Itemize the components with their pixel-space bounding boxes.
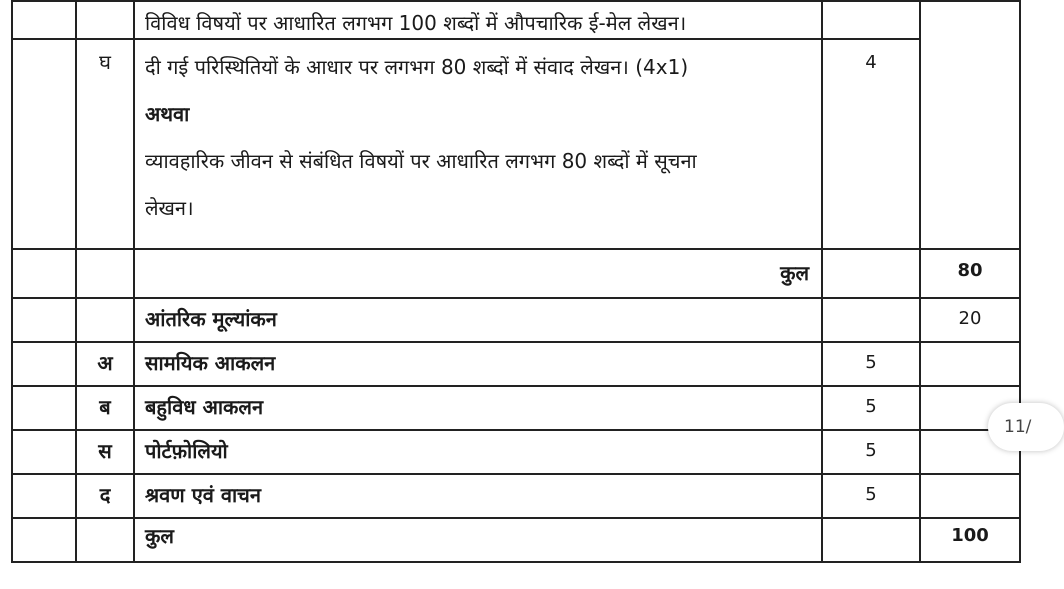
description-text: श्रवण एवं वाचन (145, 483, 261, 507)
row-label: द (99, 483, 111, 507)
total-value: 80 (957, 260, 983, 281)
cell-empty (12, 39, 76, 249)
cell-marks (822, 430, 920, 474)
marks-value: 4 (865, 52, 877, 73)
grand-total-label: कुल (145, 524, 174, 548)
cell-description (134, 430, 822, 474)
cell-empty (12, 1, 76, 39)
table-row (12, 342, 1020, 386)
cell-empty (12, 342, 76, 386)
cell-marks (822, 386, 920, 430)
cell-empty (822, 518, 920, 562)
cell-label (76, 386, 134, 430)
cell-label (76, 342, 134, 386)
description-text: विविध विषयों पर आधारित लगभग 100 शब्दों में औपचारिक ई-मेल लेखन। (145, 11, 687, 35)
marks-value: 5 (865, 484, 877, 505)
marks-value: 5 (865, 440, 877, 461)
cell-total (920, 518, 1020, 562)
cell-description (134, 342, 822, 386)
cell-empty (76, 518, 134, 562)
cell-total-label (134, 249, 822, 298)
row-label: ब (99, 395, 111, 419)
cell-empty (822, 1, 920, 39)
description-line: व्यावहारिक जीवन से संबंधित विषयों पर आधारित लगभग 80 शब्दों में सूचना (145, 149, 697, 173)
cell-label (76, 39, 134, 249)
cell-description (134, 298, 822, 342)
cell-empty (822, 298, 920, 342)
cell-marks (822, 342, 920, 386)
internal-assessment-label: आंतरिक मूल्यांकन (145, 307, 277, 331)
cell-total (920, 249, 1020, 298)
row-label: अ (97, 351, 113, 375)
cell-empty (12, 430, 76, 474)
cell-empty (822, 249, 920, 298)
page-indicator: 11/ (988, 403, 1064, 451)
cell-empty (12, 386, 76, 430)
cell-empty (12, 249, 76, 298)
cell-empty (12, 298, 76, 342)
cell-empty (920, 342, 1020, 386)
or-label: अथवा (145, 102, 190, 126)
row-label: स (98, 439, 112, 463)
table-row (12, 249, 1020, 298)
cell-empty (76, 1, 134, 39)
cell-description (134, 474, 822, 518)
cell-label (76, 430, 134, 474)
cell-description (134, 1, 822, 39)
cell-description (134, 386, 822, 430)
description-text: बहुविध आकलन (145, 395, 264, 419)
cell-label (76, 474, 134, 518)
cell-marks (822, 39, 920, 249)
cell-empty (76, 249, 134, 298)
description-line: दी गई परिस्थितियों के आधार पर लगभग 80 शब्दों में संवाद लेखन। (4x1) (145, 55, 689, 79)
cell-empty (12, 518, 76, 562)
cell-description (134, 39, 822, 249)
table-row (12, 430, 1020, 474)
cell-empty (12, 474, 76, 518)
table-row (12, 474, 1020, 518)
cell-marks (822, 474, 920, 518)
cell-empty (76, 298, 134, 342)
cell-empty (920, 474, 1020, 518)
marks-table (11, 0, 1021, 563)
marks-value: 5 (865, 396, 877, 417)
total-label: कुल (780, 261, 809, 285)
table-row (12, 386, 1020, 430)
cell-total-label (134, 518, 822, 562)
table-row (12, 1, 1020, 39)
table-row (12, 518, 1020, 562)
cell-total (920, 298, 1020, 342)
table-row (12, 298, 1020, 342)
row-label: घ (99, 50, 111, 74)
description-line: लेखन। (145, 196, 194, 220)
cell-empty (920, 1, 1020, 249)
description-text: पोर्टफ़ोलियो (145, 439, 228, 463)
table-row (12, 39, 1020, 249)
marks-value: 5 (865, 352, 877, 373)
internal-assessment-value: 20 (958, 308, 982, 329)
description-text: सामयिक आकलन (145, 351, 276, 375)
grand-total-value: 100 (951, 525, 989, 546)
